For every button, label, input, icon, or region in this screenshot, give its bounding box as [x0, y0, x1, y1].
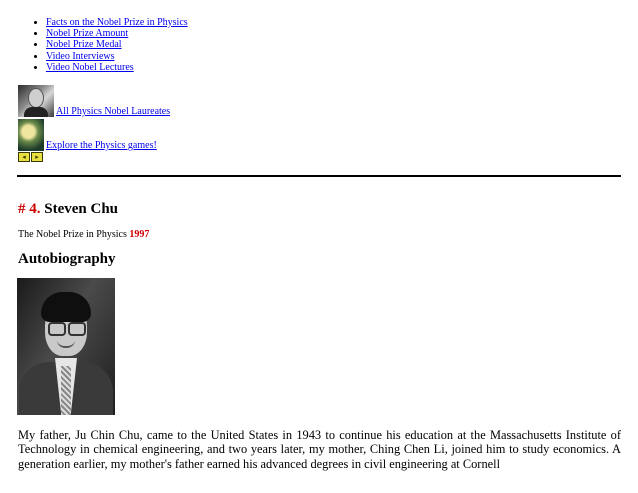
physics-game-thumbnail-image[interactable]: [18, 119, 44, 151]
games-row: [18, 119, 157, 151]
section-title: Autobiography: [18, 251, 116, 267]
nav-item: [46, 51, 188, 62]
prize-line: [18, 229, 149, 240]
portrait-glasses-right: [68, 322, 86, 336]
nav-link-facts[interactable]: Facts on the Nobel Prize in Physics: [46, 17, 188, 28]
arrow-left-icon[interactable]: ◂: [18, 152, 30, 162]
laureates-row: [18, 85, 170, 117]
nav-link-video-lectures[interactable]: Video Nobel Lectures: [46, 61, 134, 73]
laureate-portrait-image: [17, 278, 115, 415]
nav-link-video-interviews[interactable]: Video Interviews: [46, 50, 115, 62]
prize-year: 1997: [129, 229, 150, 240]
laureates-thumb-column: [18, 85, 54, 117]
games-tiny-icons: [18, 152, 157, 162]
games-link-block: [18, 119, 157, 162]
portrait-glasses-left: [48, 322, 66, 336]
biography-paragraph: My father, Ju Chin Chu, came to the United States in 1943 to continue his education at the Massachusetts Institute of Technology in chemical engineering, and two years later, my mother, Ching Chen Li, joined him to study economics. A generation earlier, my mother's father earned his advanced degrees in civil engineering at Cornell: [18, 428, 621, 471]
laureate-heading: [18, 201, 118, 218]
laureate-thumbnail-image[interactable]: [18, 85, 54, 117]
section-divider: [17, 175, 621, 177]
all-physics-laureates-link[interactable]: All Physics Nobel Laureates: [56, 106, 171, 117]
laureates-link-block: [18, 85, 170, 117]
nav-item: [46, 28, 188, 39]
nav-item: [46, 39, 188, 50]
nav-link-prize-amount[interactable]: Nobel Prize Amount: [46, 28, 129, 40]
prize-text: The Nobel Prize in Physics: [18, 229, 130, 240]
nav-link-prize-medal[interactable]: Nobel Prize Medal: [46, 39, 122, 51]
portrait-tie: [61, 366, 71, 415]
rank-number: # 4.: [18, 201, 41, 217]
nav-item: [46, 17, 188, 28]
laureate-name: Steven Chu: [40, 201, 119, 217]
physics-games-link[interactable]: Explore the Physics games!: [46, 140, 157, 151]
portrait-hair: [41, 292, 91, 322]
nobel-physics-nav: [18, 17, 188, 73]
arrow-right-icon[interactable]: ▸: [31, 152, 43, 162]
nav-item: [46, 62, 188, 73]
